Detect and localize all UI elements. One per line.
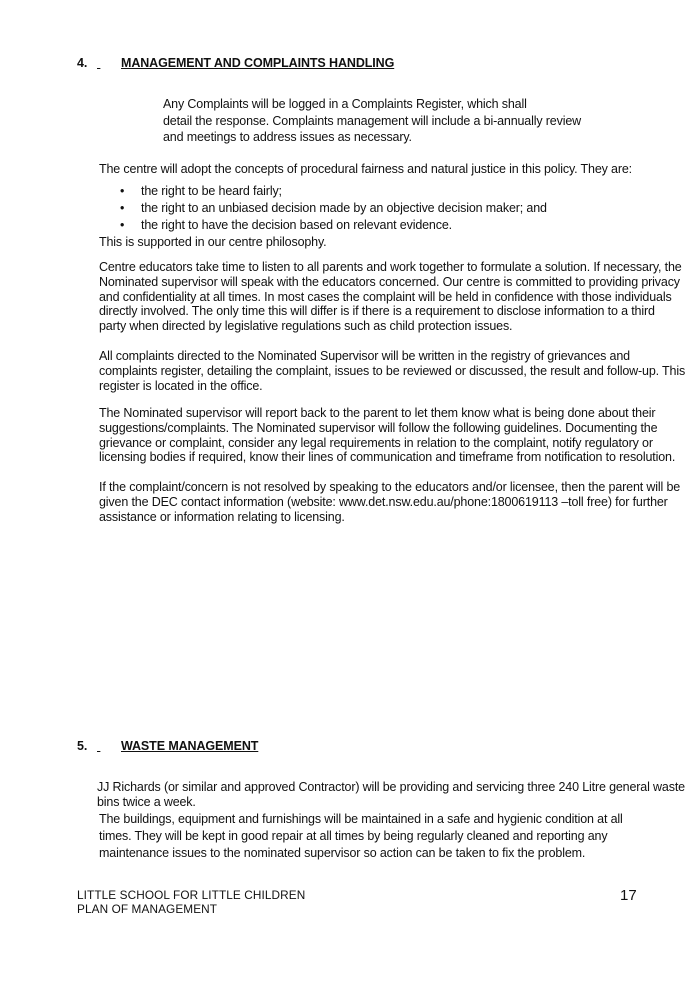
text-line: The Nominated supervisor will report back to the parent to let them know what is being done about their	[99, 406, 656, 420]
bullet-icon: •	[120, 218, 125, 232]
section-5-number: 5.	[77, 739, 88, 753]
section-4-title: MANAGEMENT AND COMPLAINTS HANDLING	[121, 56, 395, 70]
buildings-maintenance-paragraph	[99, 811, 623, 862]
text-line: bins twice a week.	[97, 794, 196, 809]
section-4-heading	[77, 56, 394, 70]
dec-contact-paragraph	[99, 480, 680, 524]
text-line: and meetings to address issues as necessary.	[163, 130, 412, 144]
list-item	[120, 183, 547, 200]
list-item	[120, 217, 547, 234]
text-line: All complaints directed to the Nominated Supervisor will be written in the registry of grievances and	[99, 349, 630, 363]
text-line: suggestions/complaints. The Nominated supervisor will follow the following guidelines. Documenting the	[99, 420, 658, 435]
supervisor-report-paragraph	[99, 406, 675, 465]
footer-document-title: PLAN OF MANAGEMENT	[77, 902, 218, 916]
text-line: licensing bodies if required, know their lines of communication and timeframe from notification to resolution.	[99, 450, 676, 465]
complaints-registry-paragraph	[99, 349, 685, 393]
procedural-fairness-paragraph	[99, 162, 632, 177]
waste-bins-paragraph	[97, 780, 685, 810]
text-line: assistance or information relating to licensing.	[99, 509, 345, 524]
text-line: This is supported in our centre philosophy.	[99, 235, 327, 249]
bullet-text: the right to have the decision based on relevant evidence.	[141, 218, 452, 232]
text-line: maintenance issues to the nominated supervisor so action can be taken to fix the problem.	[99, 846, 586, 860]
text-line: The centre will adopt the concepts of procedural fairness and natural justice in this policy. They are:	[99, 162, 632, 176]
bullet-icon: •	[120, 184, 125, 198]
educators-listen-paragraph	[99, 260, 682, 334]
document-footer	[77, 888, 305, 916]
bullet-text: the right to an unbiased decision made by an objective decision maker; and	[141, 201, 547, 215]
text-line: grievance or complaint, consider any legal requirements in relation to the complaint, notify regulatory or	[99, 435, 653, 450]
text-line: Any Complaints will be logged in a Complaints Register, which shall	[163, 97, 527, 111]
section-5-heading	[77, 739, 258, 753]
text-line: party when directed by legislative regulations such as child protection issues.	[99, 319, 513, 334]
section-5-title: WASTE MANAGEMENT	[121, 739, 259, 753]
philosophy-paragraph	[99, 235, 326, 250]
text-line: and confidentiality at all times. In most cases the complaint will be held in confidence with those individuals	[99, 289, 672, 304]
text-line: detail the response. Complaints management will include a bi-annually review	[163, 113, 581, 128]
list-item	[120, 200, 547, 217]
text-line: Centre educators take time to listen to all parents and work together to formulate a solution. If necessary, the	[99, 260, 682, 274]
text-line: register is located in the office.	[99, 378, 263, 393]
text-line: JJ Richards (or similar and approved Contractor) will be providing and servicing three 240 Litre general waste	[97, 780, 685, 794]
heading-underline-gap	[97, 56, 121, 70]
text-line: times. They will be kept in good repair at all times by being regularly cleaned and reporting any	[99, 829, 608, 843]
text-line: If the complaint/concern is not resolved by speaking to the educators and/or licensee, then the parent will be	[99, 480, 681, 494]
text-line: directly involved. The only time this will differ is if there is a requirement to disclose information to a third	[99, 304, 655, 319]
text-line: The buildings, equipment and furnishings will be maintained in a safe and hygienic condition at all	[99, 812, 623, 826]
text-line: complaints register, detailing the complaint, issues to be reviewed or discussed, the result and follow-up. This	[99, 363, 686, 378]
section-4-number: 4.	[77, 56, 88, 70]
heading-underline-gap	[97, 739, 121, 753]
complaints-register-paragraph	[163, 96, 581, 146]
page-number: 17	[620, 887, 637, 904]
text-line: Nominated supervisor will speak with the educators concerned. Our centre is committed to providing privacy	[99, 274, 680, 289]
text-line: given the DEC contact information (website: www.det.nsw.edu.au/phone:1800619113 –toll free) for further	[99, 494, 668, 509]
bullet-text: the right to be heard fairly;	[141, 184, 282, 198]
fairness-bullet-list	[120, 183, 547, 234]
bullet-icon: •	[120, 201, 125, 215]
footer-school-name: LITTLE SCHOOL FOR LITTLE CHILDREN	[77, 888, 306, 902]
